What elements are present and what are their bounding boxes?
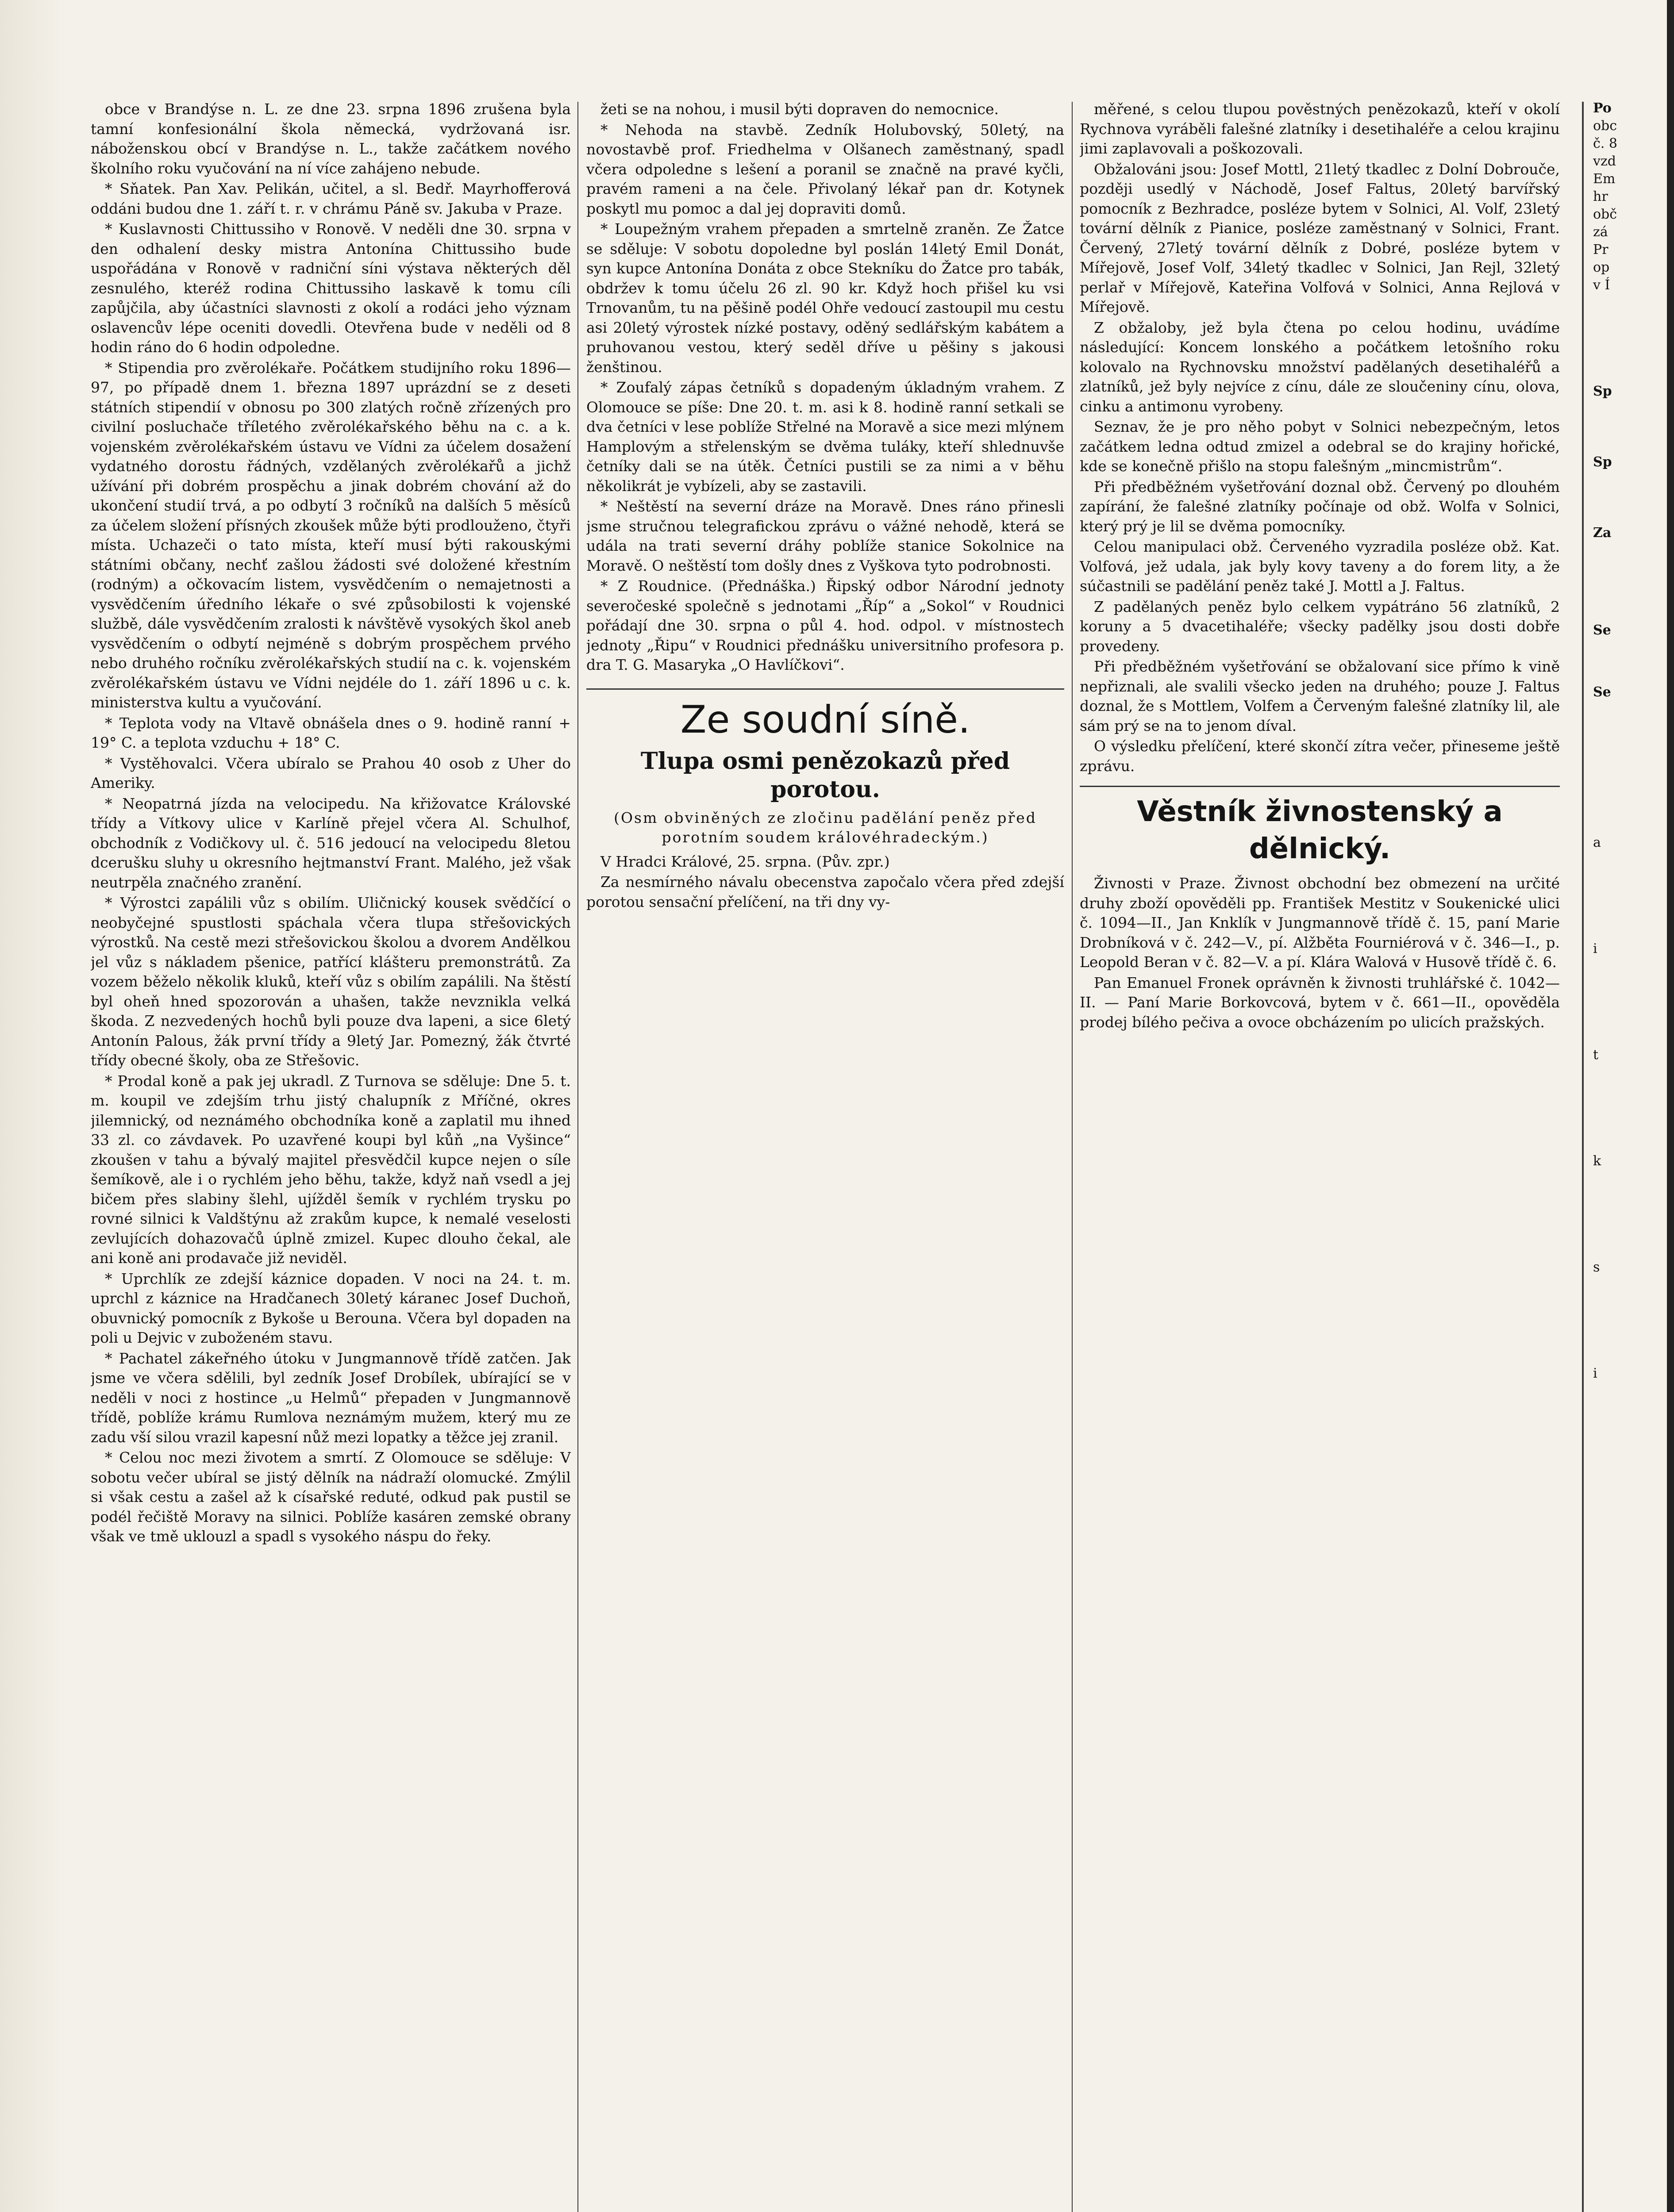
- cropped-fragment: Sp: [1593, 384, 1612, 399]
- cropped-fragment: vzd: [1593, 154, 1616, 169]
- column-rule: [1072, 102, 1073, 2212]
- cropped-fragment: Po: [1593, 100, 1612, 116]
- article-paragraph: * Kuslavnosti Chittussiho v Ronově. V neděli dne 30. srpna v den odhalení desky mistra Antonína Chittussiho bude uspořádána v Ronově v radniční síni výstava některých děl zesnulého, kteréž rodina Chittussiho laskavě k tomu cíli zapůjčila, aby účastníci slavnosti z okolí a rodáci jeho význam oslavencův lépe oceniti dovedli. Otevřena bude v neděli od 8 hodin ráno do 6 hodin odpoledne.: [91, 220, 571, 356]
- column-rule: [1582, 102, 1584, 2212]
- column-3: [1080, 100, 1560, 2212]
- cropped-fragment: Em: [1593, 171, 1616, 187]
- cropped-fragment: Se: [1593, 684, 1611, 700]
- article-paragraph: Při předběžném vyšetřování se obžalovaní sice přímo k vině nepřiznali, ale svalili všecko jeden na druhého; pouze J. Faltus doznal, že s Mottlem, Volfem a Červeným falešné zlatníky lil, ale sám prý se na to jenom díval.: [1080, 658, 1560, 734]
- article-paragraph: * Prodal koně a pak jej ukradl. Z Turnova se sděluje: Dne 5. t. m. koupil ve zdejším trhu jistý chalupník z Mříčné, okres jilemnický, od neznámého obchodníka koně a zaplatil mu ihned 33 zl. co závdavek. Po uzavřené koupi byl kůň „na Vyšince“ zkoušen v tahu a bývalý majitel přesvědčil kupce nejen o síle šemíkově, ale i o rychlém jeho běhu, takže, když naň vsedl a jej bičem přes slabiny šlehl, ujížděl šemík v rychlém trysku po rovné silnici k Valdštýnu až zrakům kupce, k nemalé veselosti zevlujících dohazovačů úplně zmizel. Kupec dlouho čekal, ale ani koně ani prodavače již neviděl.: [91, 1072, 571, 1267]
- article-paragraph: Celou manipulaci obž. Červeného vyzradila posléze obž. Kat. Volfová, jež udala, jak byly kovy taveny a do forem lity, a že súčastnili se padělání peněz také J. Mottl a J. Faltus.: [1080, 538, 1560, 595]
- cropped-fragment: č. 8: [1593, 136, 1617, 151]
- cropped-fragment: zá: [1593, 224, 1608, 240]
- article-paragraph: * Výrostci zapálili vůz s obilím. Uličnický kousek svědčící o neobyčejné spustlosti spáchala včera tlupa střešovických výrostků. Na cestě mezi střešovickou školou a dvorem Andělkou jel vůz s nákladem pšenice, patřící klášteru premonstrátů. Za vozem běželo několik kluků, kteří vůz s obilím zapálili. Na štěstí byl oheň hned spozorován a uhašen, takže nevznikla velká škoda. Z nezvedených hochů byli pouze dva lapeni, a sice 6letý Antonín Palous, žák první třídy a 9letý Jar. Pomezný, žák čtvrté třídy obecné školy, oba ze Střešovic.: [91, 894, 571, 1069]
- column-4-cropped: [1593, 100, 1674, 2212]
- cropped-fragment: Za: [1593, 525, 1612, 541]
- article-paragraph: obce v Brandýse n. L. ze dne 23. srpna 1896 zrušena byla tamní konfesionální škola německá, vydržovaná isr. náboženskou obcí v Brandýse n. L., takže začátkem nového školního roku vyučování na ní více zahájeno nebude.: [91, 100, 571, 177]
- column-rule: [577, 102, 578, 2212]
- column-2: [586, 100, 1064, 2212]
- cropped-fragment: op: [1593, 260, 1610, 275]
- article-paragraph: Obžalováni jsou: Josef Mottl, 21letý tkadlec z Dolní Dobrouče, později usedlý v Náchodě, Josef Faltus, 20letý barvířský pomocník z Bezhradce, posléze bytem v Solnici, Al. Volf, 23letý tovární dělník z Pianice, posléze zaměstnaný v Solnici, Frant. Červený, 27letý tovární dělník z Dobré, posléze bytem v Mířejově, Josef Volf, 34letý tkadlec v Solnici, Jan Rejl, 32letý perlař v Mířejově, Kateřina Volfová v Solnici, Anna Rejlová v Mířejově.: [1080, 160, 1560, 315]
- article-paragraph: žeti se na nohou, i musil býti dopraven do nemocnice.: [600, 100, 999, 118]
- article-paragraph: Z obžaloby, jež byla čtena po celou hodinu, uvádíme následující: Koncem lonského a počátkem letošního roku kolovalo na Rychnovsku množství padělaných desetihaléřů a zlatníků, jež byly nejvíce z cínu, dále ze sloučeniny cínu, olova, cinku a antimonu vyrobeny.: [1080, 319, 1560, 415]
- court-article-title: Tlupa osmi penězokazů před porotou.: [640, 747, 1010, 803]
- article-paragraph: * Nehoda na stavbě. Zedník Holubovský, 50letý, na novostavbě prof. Friedhelma v Olšanech zaměstnaný, spadl včera odpoledne s lešení a poranil se značně na pravé kyčli, pravém rameni a na čele. Přivolaný lékař pan dr. Kotynek poskytl mu pomoc a dal jej dopraviti domů.: [586, 121, 1064, 217]
- article-paragraph: * Z Roudnice. (Přednáška.) Řipský odbor Národní jednoty severočeské společně s jednotami „Říp“ a „Sokol“ v Roudnici pořádají dne 30. srpna o půl 4. hod. odpol. v místnostech jednoty „Řipu“ v Roudnici přednášku universitního profesora p. dra T. G. Masaryka „O Havlíčkovi“.: [586, 577, 1064, 673]
- article-paragraph: * Stipendia pro zvěrolékaře. Počátkem studijního roku 1896—97, po případě dnem 1. března 1897 uprázdní se z deseti státních stipendií v obnosu po 300 zlatých ročně zřízených pro civilní posluchače tříletého zvěrolékařského běhu na c. a k. vojenském zvěrolékařském ústavu ve Vídni za účelem dosažení vydatného dorostu řádných, vzdělaných zvěrolékařů a jichž užívání při dobrém prospěchu a jinak dobrém chování až do ukončení studií trvá, a po odbytí 3 ročníků na dalších 5 měsíců za účelem složení přísných zkoušek může býti prodlouženo, čtyři místa. Uchazeči o tato místa, kteří musí býti rakouskými státními občany, nechť zašlou žádosti své doložené křestním (rodným) a očkovacím listem, vysvědčením o nemajetnosti a vysvědčením úředního lékaře o své způsobilosti k vojenské službě, dále vysvědčením zralosti k návštěvě vysokých škol aneb vysvědčením o odbytí nejméně s dobrým prospěchem prvého nebo druhého ročníku zvěrolékařských studií na c. k. vojenském zvěrolékařském ústavu ve Vídni nejdéle do 1. září 1896 u c. k. ministerstva kultu a vyučování.: [91, 359, 571, 711]
- cropped-fragment: i: [1593, 941, 1597, 956]
- article-paragraph: Z padělaných peněz bylo celkem vypátráno 56 zlatníků, 2 koruny a 5 dvacetihaléře; všecky padělky jsou dosti dobře provedeny.: [1080, 598, 1560, 655]
- article-paragraph: měřené, s celou tlupou pověstných penězokazů, kteří v okolí Rychnova vyráběli falešné zlatníky i desetihaléře a celou krajinu jimi zaplavovali a poškozovali.: [1080, 100, 1560, 157]
- court-dateline: V Hradci Králové, 25. srpna. (Pův. zpr.): [600, 853, 890, 870]
- vestnik-item: Živnosti v Praze. Živnost obchodní bez obmezení na určité druhy zboží opověděli pp. František Mestitz v Soukenické ulici č. 1094—II., Jan Knklík v Jungmannově třídě č. 15, paní Marie Drobníková v č. 242—V., pí. Alžběta Fourniérová v č. 346—I., p. Leopold Beran v č. 82—V. a pí. Klára Walová v Husově třídě č. 6.: [1080, 875, 1560, 971]
- article-paragraph: * Neopatrná jízda na velocipedu. Na křižovatce Královské třídy a Vítkovy ulice v Karlíně přejel včera Al. Schulhof, obchodník z Vodičkovy ul. č. 516 jedoucí na velocipedu 8letou dcerušku sluhy u okresního hejtmanství Frant. Malého, jež však neutrpěla značného zranění.: [91, 795, 571, 891]
- article-paragraph: * Pachatel zákeřného útoku v Jungmannově třídě zatčen. Jak jsme ve včera sdělili, byl zedník Josef Drobílek, ubírající se v neděli v noci z hostince „u Helmů“ přepaden v Jungmannově třídě, poblíže krámu Rumlova neznámým mužem, který mu ze zadu vší silou vrazil kapesní nůž mezi lopatky a těžce jej zranil.: [91, 1349, 571, 1446]
- court-section-heading: Ze soudní síně.: [586, 688, 1064, 742]
- article-paragraph: Seznav, že je pro něho pobyt v Solnici nebezpečným, letos začátkem ledna odtud zmizel a odebral se do krajiny hořické, kde se konečně přišlo na stopu falešným „mincmistrům“.: [1080, 418, 1560, 475]
- column-1: [91, 100, 571, 2212]
- court-article-note: (Osm obviněných ze zločinu padělání peněz před porotním soudem královéhradeckým.): [614, 809, 1037, 846]
- section-heading-vestnik: Věstník živnostenský a dělnický.: [1080, 786, 1560, 868]
- cropped-fragment: Sp: [1593, 454, 1612, 470]
- article-paragraph: * Teplota vody na Vltavě obnášela dnes o 9. hodině ranní + 19° C. a teplota vzduchu + 18° C.: [91, 714, 571, 751]
- scan-edge-shadow: [1667, 0, 1674, 2212]
- court-lead: Za nesmírného návalu obecenstva započalo včera před zdejší porotou sensační přelíčení, na tři dny vy-: [586, 873, 1064, 910]
- article-paragraph: * Vystěhovalci. Včera ubíralo se Prahou 40 osob z Uher do Ameriky.: [91, 754, 571, 791]
- article-paragraph: Při předběžném vyšetřování doznal obž. Červený po dlouhém zapírání, že falešné zlatníky počínaje od obž. Wolfa v Solnici, který prý je lil se dvěma pomocníky.: [1080, 478, 1560, 535]
- vestnik-item: Pan Emanuel Fronek oprávněn k živnosti truhlářské č. 1042—II. — Paní Marie Borkovcová, bytem v č. 661—II., opověděla prodej bílého pečiva a ovoce obcházením po ulicích pražských.: [1080, 974, 1560, 1031]
- cropped-fragment: t: [1593, 1047, 1599, 1063]
- article-paragraph: * Uprchlík ze zdejší káznice dopaden. V noci na 24. t. m. uprchl z káznice na Hradčanech 30letý káranec Josef Duchoň, obuvnický pomocník z Bykoše u Berouna. Včera byl dopaden na poli u Dejvic v zuboženém stavu.: [91, 1270, 571, 1346]
- article-paragraph: * Sňatek. Pan Xav. Pelikán, učitel, a sl. Bedř. Mayrhofferová oddáni budou dne 1. září t. r. v chrámu Páně sv. Jakuba v Praze.: [91, 180, 571, 217]
- cropped-fragment: i: [1593, 1366, 1597, 1381]
- cropped-fragment: s: [1593, 1260, 1600, 1275]
- cropped-fragment: a: [1593, 835, 1601, 850]
- cropped-fragment: Se: [1593, 622, 1611, 638]
- cropped-fragment: k: [1593, 1153, 1601, 1169]
- article-paragraph: * Celou noc mezi životem a smrtí. Z Olomouce se sděluje: V sobotu večer ubíral se jistý dělník na nádraží olomucké. Zmýlil si však cestu a zašel až k císařské reduté, odkud pak pustil se podél řečiště Moravy na silnici. Poblíže kasáren zemské obrany však ve tmě uklouzl a spadl s vysokého náspu do řeky.: [91, 1449, 571, 1545]
- cropped-fragment: obc: [1593, 118, 1617, 134]
- cropped-fragment: hr: [1593, 189, 1608, 204]
- cropped-fragment: Pr: [1593, 242, 1609, 257]
- article-paragraph: * Neštěstí na severní dráze na Moravě. Dnes ráno přinesli jsme stručnou telegrafickou zprávu o vážné nehodě, která se udála na trati severní dráhy poblíže stanice Sokolnice na Moravě. O neštěstí tom došly dnes z Vyškova tyto podrobnosti.: [586, 498, 1064, 574]
- article-paragraph: O výsledku přelíčení, které skončí zítra večer, přineseme ještě zprávu.: [1080, 737, 1560, 775]
- article-paragraph: * Zoufalý zápas četníků s dopadeným úkladným vrahem. Z Olomouce se píše: Dne 20. t. m. asi k 8. hodině ranní setkali se dva četníci v lese poblíže Střelné na Moravě a sice mezi mlýnem Hamplovým a střelenským se dvěma tuláky, kteří shlednuvše četníky dali se na útěk. Četníci pustili se za nimi a v běhu několikrát je vybízeli, aby se zastavili.: [586, 379, 1064, 495]
- cropped-fragment: v Í: [1593, 277, 1610, 293]
- cropped-fragment: obč: [1593, 207, 1617, 222]
- article-paragraph: * Loupežným vrahem přepaden a smrtelně zraněn. Ze Žatce se sděluje: V sobotu dopoledne byl poslán 14letý Emil Donát, syn kupce Antonína Donáta z obce Stekníku do Žatce pro tabák, obdržev k tomu účelu 26 zl. 90 kr. Když hoch přišel ku vsi Trnovanům, tu na pěšině podél Ohře vedoucí zastoupil mu cestu asi 20letý výrostek nízké postavy, oděný sedlářským kabátem a pruhovanou vestou, který seděl dříve u pěšiny s jakousi ženštinou.: [586, 220, 1064, 376]
- scan-margin: [0, 0, 66, 2212]
